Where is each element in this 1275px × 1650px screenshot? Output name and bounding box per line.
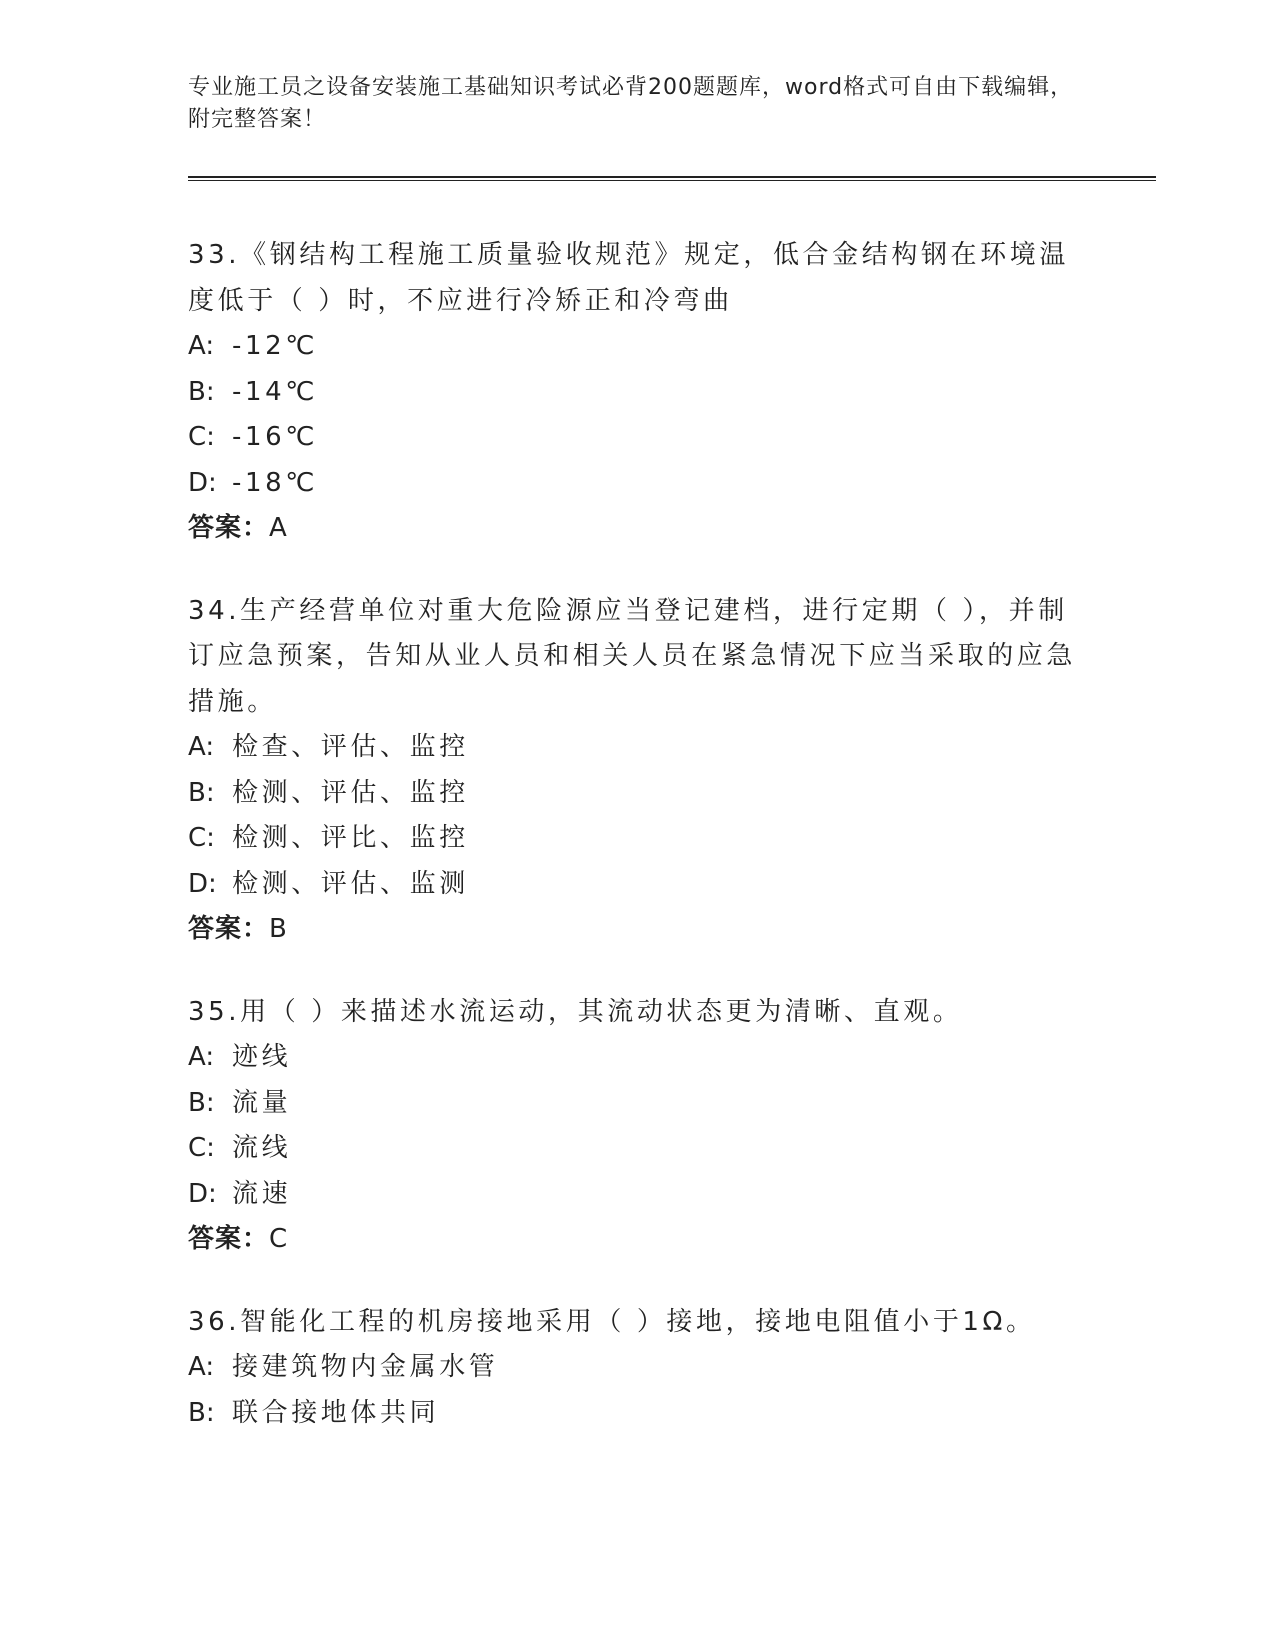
answer-label: 答案： bbox=[188, 914, 270, 944]
question-text: 34.生产经营单位对重大危险源应当登记建档，进行定期（ ），并制订应急预案，告知从业人员和相关人员在紧急情况下应当采取的应急措施。 bbox=[188, 595, 1077, 717]
option-d bbox=[188, 862, 1088, 908]
question-34 bbox=[188, 589, 1088, 953]
option-text: 接建筑物内金属水管 bbox=[232, 1352, 499, 1382]
question-list bbox=[188, 233, 1088, 1473]
option-text: 迹线 bbox=[232, 1042, 292, 1072]
option-c bbox=[188, 415, 1088, 461]
option-c bbox=[188, 1126, 1088, 1172]
option-b bbox=[188, 1391, 1088, 1437]
option-text: -14℃ bbox=[232, 376, 319, 407]
option-letter: D: bbox=[188, 1178, 217, 1209]
option-b bbox=[188, 370, 1088, 416]
answer-label: 答案： bbox=[188, 1224, 270, 1254]
option-letter: C: bbox=[188, 422, 215, 452]
option-text: 检查、评估、监控 bbox=[232, 732, 469, 762]
option-text: 检测、评比、监控 bbox=[232, 823, 469, 853]
option-b bbox=[188, 1081, 1088, 1127]
option-b bbox=[188, 771, 1088, 817]
header-double-rule bbox=[188, 176, 1156, 181]
option-text: -16℃ bbox=[232, 422, 319, 452]
option-text: -12℃ bbox=[232, 331, 319, 361]
answer-value: A bbox=[269, 513, 288, 543]
option-d bbox=[188, 461, 1088, 507]
option-letter: C: bbox=[188, 1133, 215, 1163]
option-letter: C: bbox=[188, 823, 215, 853]
question-text: 35.用（ ）来描述水流运动，其流动状态更为清晰、直观。 bbox=[188, 996, 963, 1027]
answer-value: B bbox=[269, 914, 288, 944]
option-a bbox=[188, 1035, 1088, 1081]
option-a bbox=[188, 1345, 1088, 1391]
document-header-title: 专业施工员之设备安装施工基础知识考试必背200题题库，word格式可自由下载编辑，附完整答案！ bbox=[188, 75, 1074, 132]
option-letter: A: bbox=[188, 1042, 215, 1072]
answer-value: C bbox=[269, 1224, 289, 1254]
answer-line bbox=[188, 506, 1088, 552]
option-letter: B: bbox=[188, 1087, 215, 1118]
question-36 bbox=[188, 1300, 1088, 1437]
option-text: 流线 bbox=[232, 1133, 292, 1163]
option-text: 检测、评估、监控 bbox=[232, 777, 469, 808]
question-text: 36.智能化工程的机房接地采用（ ）接地，接地电阻值小于1Ω。 bbox=[188, 1306, 1036, 1337]
option-letter: A: bbox=[188, 732, 215, 762]
answer-line bbox=[188, 907, 1088, 953]
option-letter: B: bbox=[188, 1397, 215, 1428]
option-letter: A: bbox=[188, 1352, 215, 1382]
option-text: 检测、评估、监测 bbox=[232, 868, 469, 899]
option-d bbox=[188, 1172, 1088, 1218]
answer-line bbox=[188, 1217, 1088, 1263]
answer-label: 答案： bbox=[188, 513, 270, 543]
option-letter: A: bbox=[188, 331, 215, 361]
option-c bbox=[188, 816, 1088, 862]
option-letter: D: bbox=[188, 868, 217, 899]
option-text: 流量 bbox=[232, 1087, 292, 1118]
option-letter: B: bbox=[188, 777, 215, 808]
question-text: 33.《钢结构工程施工质量验收规范》规定，低合金结构钢在环境温度低于（ ）时，不应进行冷矫正和冷弯曲 bbox=[188, 240, 1069, 316]
option-letter: D: bbox=[188, 467, 217, 498]
question-33 bbox=[188, 233, 1088, 552]
option-text: 联合接地体共同 bbox=[232, 1397, 440, 1428]
option-letter: B: bbox=[188, 376, 215, 407]
option-text: 流速 bbox=[232, 1178, 292, 1209]
option-a bbox=[188, 725, 1088, 771]
question-35 bbox=[188, 990, 1088, 1263]
option-text: -18℃ bbox=[232, 467, 319, 498]
option-a bbox=[188, 324, 1088, 370]
